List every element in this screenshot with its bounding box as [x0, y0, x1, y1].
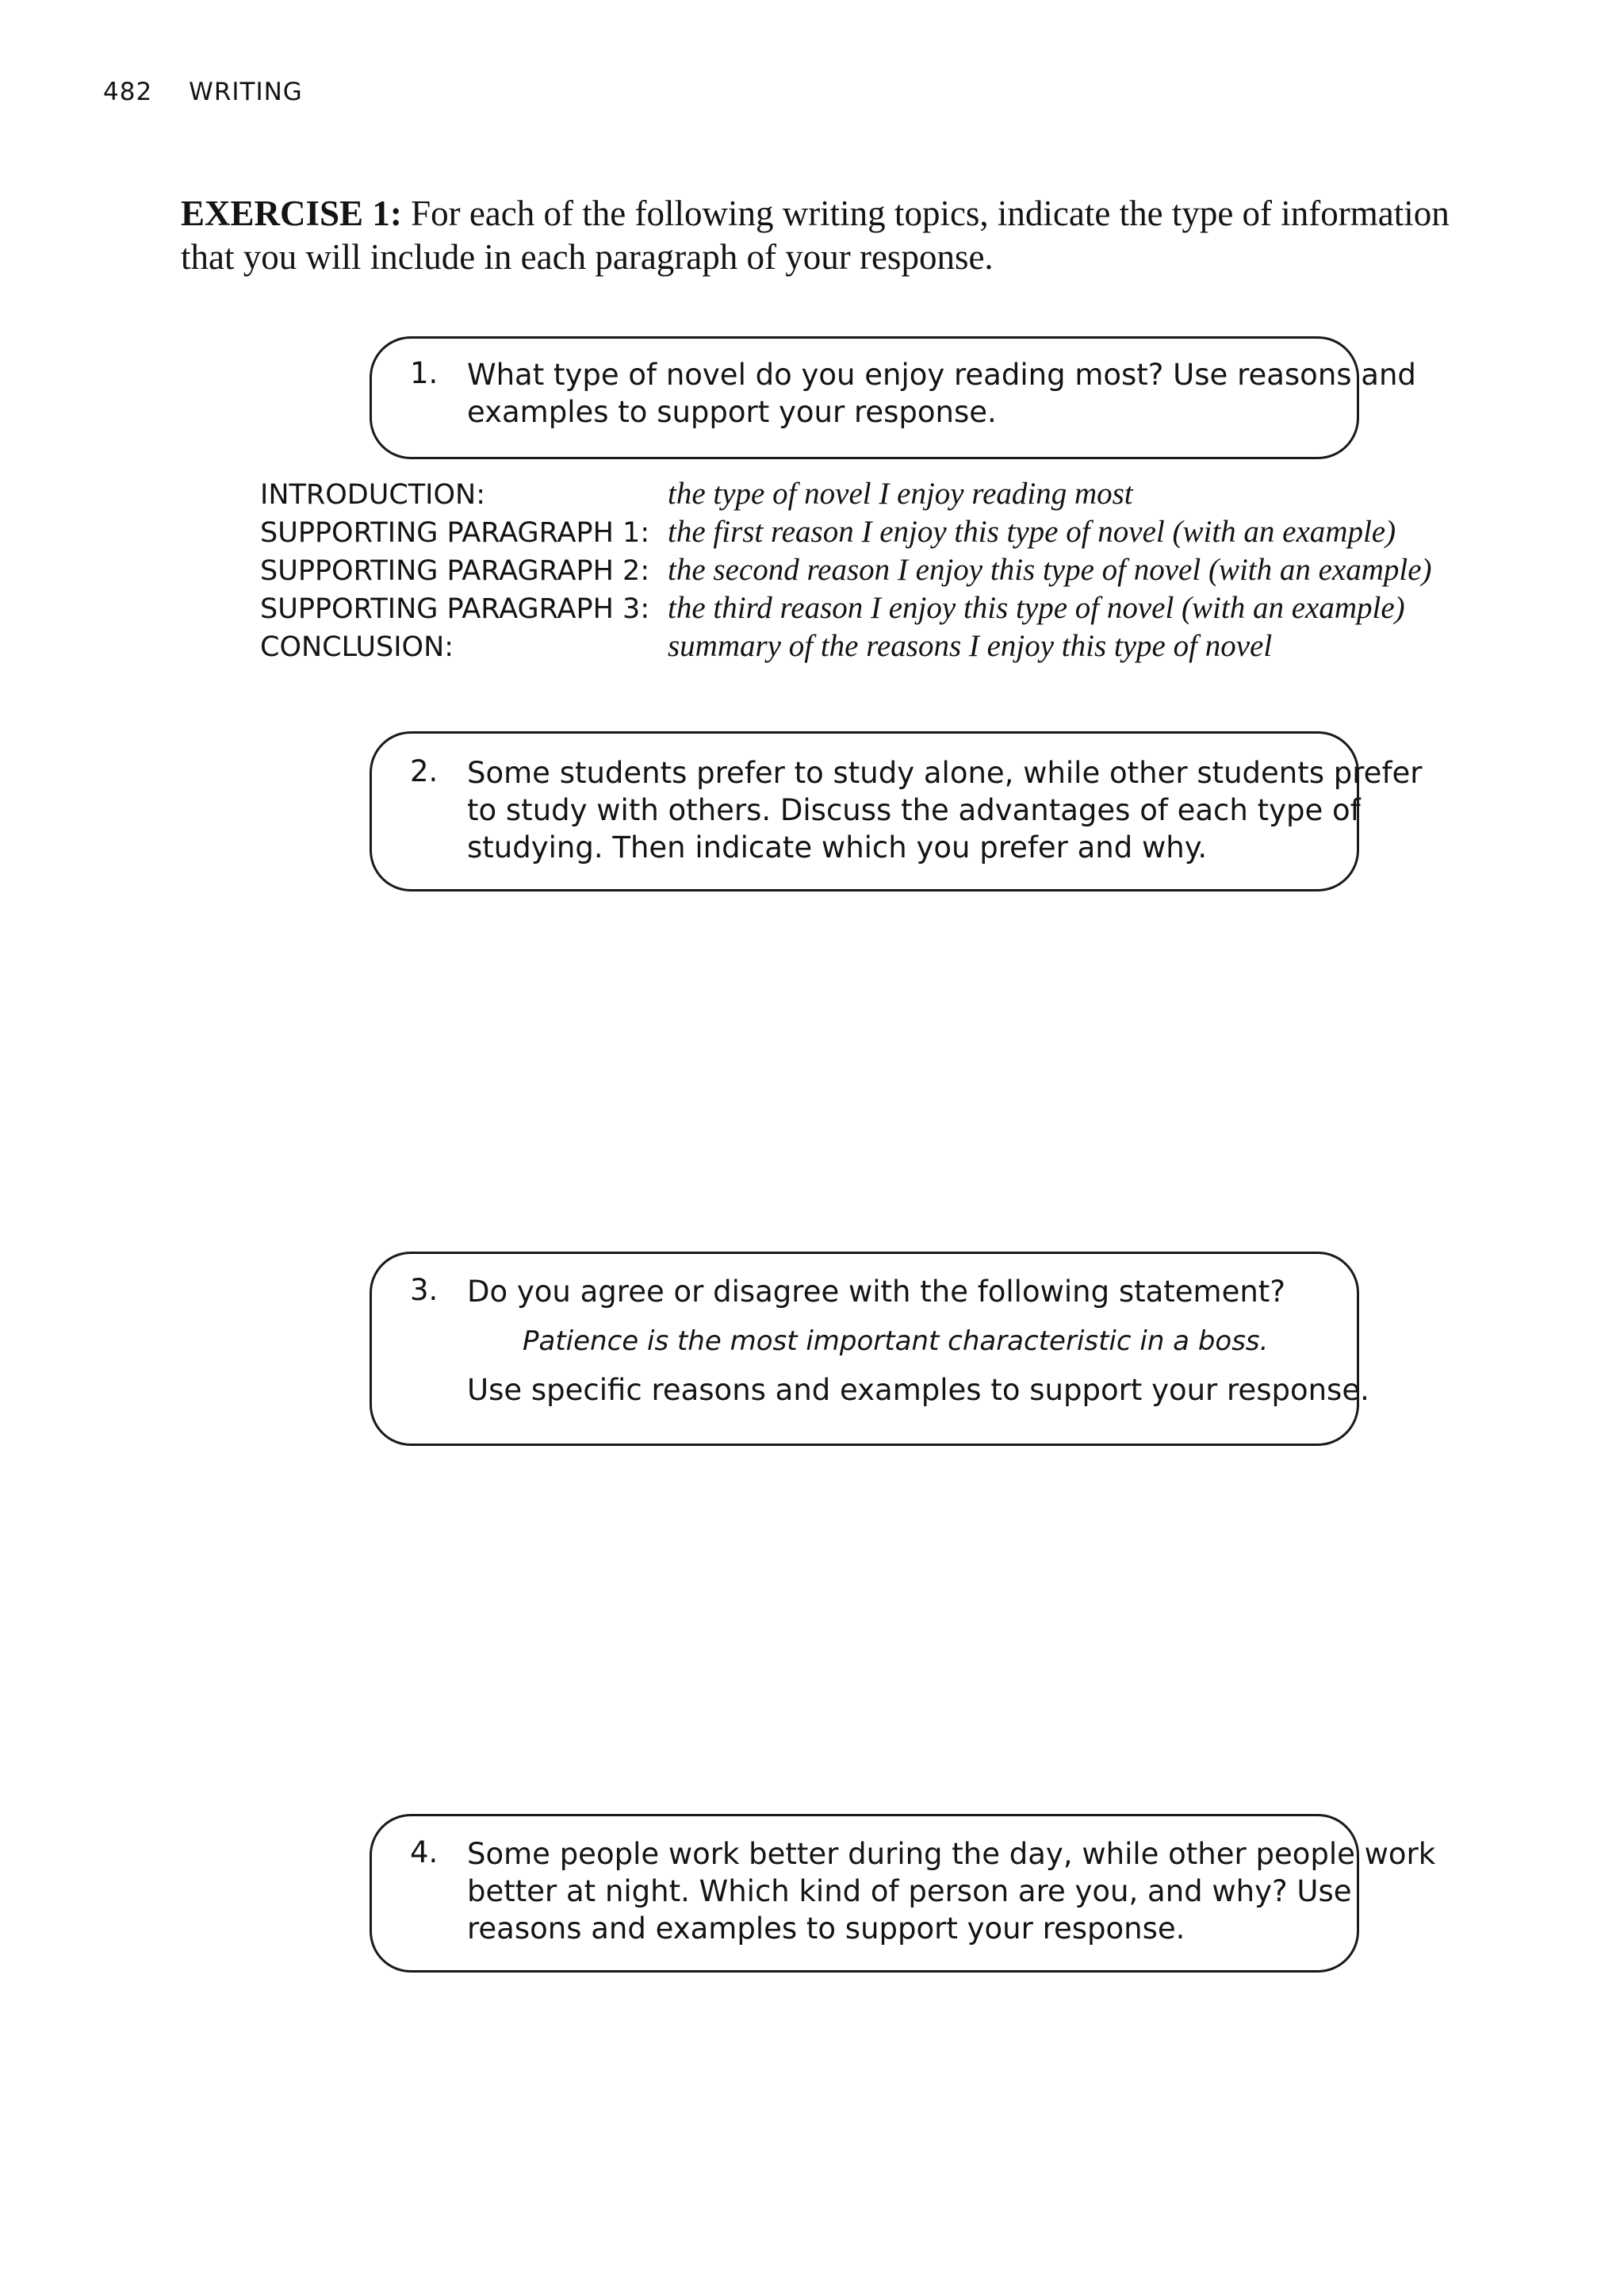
topic-box-2 — [370, 731, 1423, 891]
instruction-line-2: that you will include in each paragraph of your response. — [181, 237, 994, 277]
topic-text — [467, 356, 1416, 431]
topic-box-4 — [370, 1814, 1436, 1973]
outline-value: the second reason I enjoy this type of novel (with an example) — [668, 553, 1432, 587]
topic-line: Use specific reasons and examples to support your response. — [467, 1373, 1369, 1407]
topic-statement: Patience is the most important characteristic in a boss. — [523, 1325, 1269, 1357]
outline-label: CONCLUSION: — [260, 631, 454, 663]
topic-line: examples to support your response. — [467, 395, 997, 429]
topic-text — [467, 1835, 1436, 1947]
topic-line: to study with others. Discuss the advantages of each type of — [467, 793, 1361, 827]
page-number: 482 — [103, 78, 153, 106]
topic-line: Some students prefer to study alone, while other students prefer — [467, 756, 1423, 790]
topic-number: 2. — [410, 754, 439, 788]
exercise-label: EXERCISE 1: — [181, 194, 402, 233]
outline-label: SUPPORTING PARAGRAPH 3: — [260, 593, 650, 625]
exercise-instructions — [181, 192, 1561, 279]
topic-line: Some people work better during the day, while other people work — [467, 1837, 1436, 1871]
outline-row — [260, 552, 1450, 590]
topic-text — [467, 1273, 1369, 1409]
outline-table — [260, 476, 1450, 666]
outline-row — [260, 514, 1450, 552]
outline-value: the type of novel I enjoy reading most — [668, 477, 1133, 511]
topic-box-3 — [370, 1252, 1369, 1446]
topic-number: 4. — [410, 1835, 439, 1869]
outline-value: summary of the reasons I enjoy this type of novel — [668, 629, 1273, 663]
outline-label: INTRODUCTION: — [260, 479, 485, 511]
topic-box-1 — [370, 336, 1416, 459]
topic-text — [467, 754, 1423, 866]
outline-value: the third reason I enjoy this type of novel (with an example) — [668, 591, 1405, 625]
outline-value: the first reason I enjoy this type of novel (with an example) — [668, 515, 1396, 549]
topic-line: studying. Then indicate which you prefer and why. — [467, 830, 1208, 865]
outline-row — [260, 476, 1450, 514]
topic-line: better at night. Which kind of person are you, and why? Use — [467, 1874, 1352, 1908]
outline-label: SUPPORTING PARAGRAPH 2: — [260, 555, 650, 587]
topic-number: 1. — [410, 356, 439, 390]
outline-row — [260, 628, 1450, 666]
topic-line: What type of novel do you enjoy reading most? Use reasons and — [467, 358, 1416, 392]
outline-row — [260, 590, 1450, 628]
section-title: WRITING — [189, 78, 303, 106]
outline-label: SUPPORTING PARAGRAPH 1: — [260, 517, 650, 549]
topic-line: reasons and examples to support your response. — [467, 1911, 1185, 1946]
topic-line: Do you agree or disagree with the following statement? — [467, 1275, 1285, 1309]
page-header — [103, 78, 303, 106]
topic-number: 3. — [410, 1273, 439, 1307]
instruction-line-1: For each of the following writing topics, indicate the type of information — [411, 194, 1450, 233]
